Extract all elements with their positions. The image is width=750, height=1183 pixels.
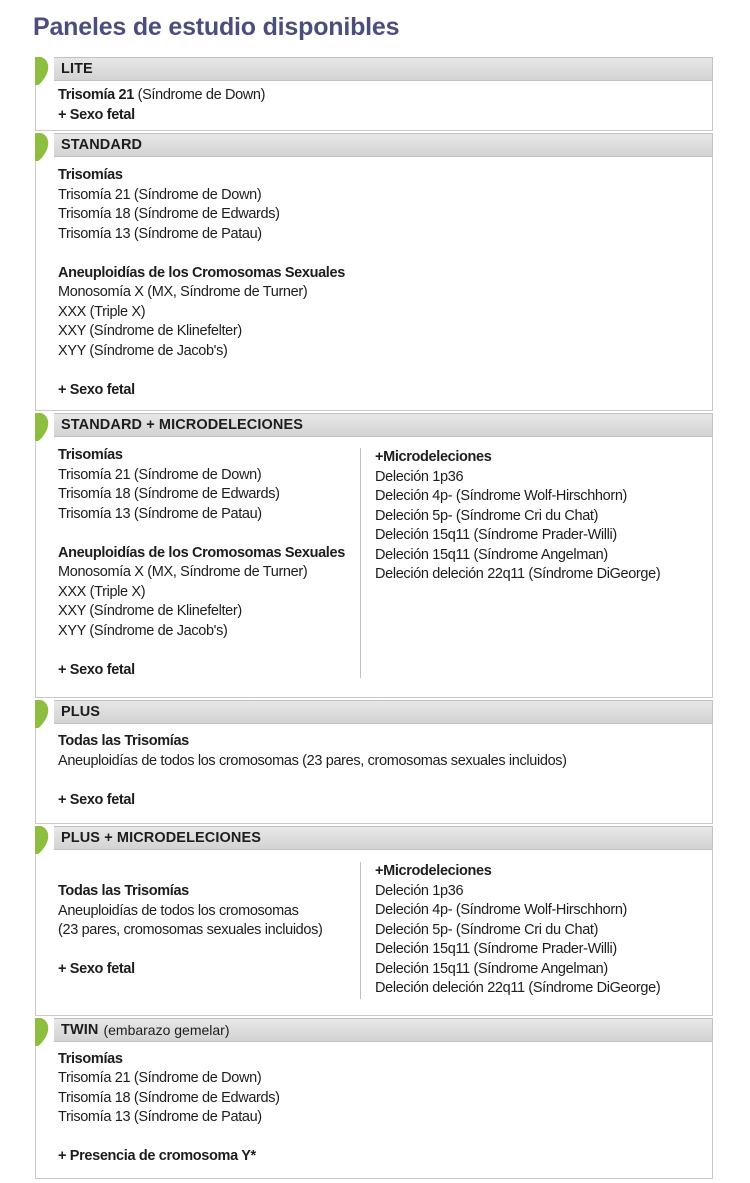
panel-lite xyxy=(35,57,713,131)
panel-body xyxy=(35,724,713,824)
text-line xyxy=(58,86,698,106)
line-normal-text: Trisomía 18 (Síndrome de Edwards) xyxy=(58,486,280,502)
line-normal-text: Deleción 4p- (Síndrome Wolf-Hirschhorn) xyxy=(375,488,628,504)
panel-plus xyxy=(35,700,713,824)
text-line xyxy=(58,466,360,486)
line-normal-text: XXX (Triple X) xyxy=(58,583,146,600)
line-bold-text: + Sexo fetal xyxy=(58,661,135,678)
spacer xyxy=(58,771,698,791)
text-line xyxy=(375,882,712,902)
line-normal-text: Trisomía 18 (Síndrome de Edwards) xyxy=(58,1089,280,1106)
spacer xyxy=(58,361,698,381)
text-line xyxy=(58,1147,698,1167)
panel-body xyxy=(35,1042,713,1179)
spacer xyxy=(58,1128,698,1148)
line-normal-text: Trisomía 21 (Síndrome de Down) xyxy=(58,186,262,203)
leaf-accent-icon xyxy=(35,57,54,81)
text-line xyxy=(58,622,360,642)
panel-header xyxy=(35,413,713,437)
line-normal-text: XXY (Síndrome de Klinefelter) xyxy=(58,323,242,339)
text-line xyxy=(58,661,360,681)
text-line xyxy=(58,342,698,362)
text-line xyxy=(58,902,360,922)
panel-column xyxy=(58,1050,698,1167)
line-bold-text: +Microdeleciones xyxy=(375,863,492,879)
text-line xyxy=(58,283,698,303)
line-normal-text: Deleción 1p36 xyxy=(375,468,464,485)
line-normal-text: Aneuploidías de todos los cromosomas (23 pares, cromosomas sexuales incluidos) xyxy=(58,752,567,769)
line-normal-text: Trisomía 13 (Síndrome de Patau) xyxy=(58,505,262,522)
panel-body xyxy=(35,81,713,131)
panel-title: PLUS xyxy=(61,704,101,720)
text-line xyxy=(58,752,698,772)
line-normal-text: Deleción 5p- (Síndrome Cri du Chat) xyxy=(375,507,599,524)
line-normal-text: Deleción 1p36 xyxy=(375,882,464,899)
text-line xyxy=(58,505,360,525)
panel-column xyxy=(58,446,360,680)
text-line xyxy=(375,960,712,980)
text-line xyxy=(58,1069,698,1089)
panel-header xyxy=(35,133,713,157)
line-normal-text: Deleción 5p- (Síndrome Cri du Chat) xyxy=(375,921,599,938)
panel-column xyxy=(58,732,698,810)
line-normal-text: Trisomía 18 (Síndrome de Edwards) xyxy=(58,206,280,222)
line-normal-text: XYY (Síndrome de Jacob's) xyxy=(58,622,228,639)
line-bold-text: Trisomías xyxy=(58,167,123,183)
panel-standard xyxy=(35,133,713,411)
panel-header xyxy=(35,1018,713,1042)
text-line xyxy=(58,732,698,752)
text-line xyxy=(58,205,698,225)
line-bold-text: + Presencia de cromosoma Y* xyxy=(58,1148,256,1164)
line-bold-text: Todas las Trisomías xyxy=(58,733,189,749)
text-line xyxy=(58,1050,698,1070)
spacer xyxy=(58,941,360,961)
line-normal-text: Trisomía 21 (Síndrome de Down) xyxy=(58,466,262,483)
line-normal-text: Trisomía 21 (Síndrome de Down) xyxy=(58,1070,262,1086)
line-bold-text: Todas las Trisomías xyxy=(58,883,189,899)
text-line xyxy=(375,526,712,546)
text-line xyxy=(375,979,712,999)
text-line xyxy=(58,583,360,603)
text-line xyxy=(58,381,698,401)
panel-header xyxy=(35,700,713,724)
panel-body xyxy=(35,850,713,1016)
text-line xyxy=(375,565,712,585)
line-bold-text: Aneuploidías de los Cromosomas Sexuales xyxy=(58,544,345,561)
line-normal-text: (Síndrome de Down) xyxy=(133,87,266,103)
text-line xyxy=(58,186,698,206)
text-line xyxy=(375,507,712,527)
spacer xyxy=(58,524,360,544)
line-normal-text: Trisomía 13 (Síndrome de Patau) xyxy=(58,1109,262,1125)
line-normal-text: Trisomía 13 (Síndrome de Patau) xyxy=(58,225,262,242)
page-title: Paneles de estudio disponibles xyxy=(33,13,400,41)
line-normal-text: Deleción 15q11 (Síndrome Angelman) xyxy=(375,960,608,977)
text-line xyxy=(58,485,360,505)
panel-title: STANDARD xyxy=(61,137,143,153)
line-normal-text: Deleción 4p- (Síndrome Wolf-Hirschhorn) xyxy=(375,902,628,918)
line-bold-text: + Sexo fetal xyxy=(58,961,135,977)
panel-column xyxy=(58,86,698,125)
panel-column xyxy=(360,862,712,999)
line-bold-text: Trisomías xyxy=(58,1050,123,1067)
text-line xyxy=(375,546,712,566)
text-line xyxy=(375,921,712,941)
panel-column xyxy=(58,166,698,400)
text-line xyxy=(375,940,712,960)
text-line xyxy=(375,862,712,882)
leaf-accent-icon xyxy=(35,133,54,157)
line-bold-text: + Sexo fetal xyxy=(58,791,135,808)
text-line xyxy=(375,468,712,488)
text-line xyxy=(58,602,360,622)
text-line xyxy=(58,921,360,941)
text-line xyxy=(58,106,698,126)
line-normal-text: XXX (Triple X) xyxy=(58,303,146,320)
line-bold-text: Aneuploidías de los Cromosomas Sexuales xyxy=(58,264,345,281)
line-normal-text: Monosomía X (MX, Síndrome de Turner) xyxy=(58,284,308,300)
panel-header xyxy=(35,826,713,850)
line-normal-text: Deleción 15q11 (Síndrome Prader-Willi) xyxy=(375,527,617,543)
panel-body xyxy=(35,157,713,411)
line-normal-text: Deleción 15q11 (Síndrome Angelman) xyxy=(375,546,608,563)
panels-container xyxy=(35,57,713,1179)
panel-twin xyxy=(35,1018,713,1179)
panel-column xyxy=(360,448,712,678)
text-line xyxy=(58,791,698,811)
text-line xyxy=(58,446,360,466)
leaf-accent-icon xyxy=(35,413,54,437)
leaf-accent-icon xyxy=(35,826,54,850)
line-normal-text: Monosomía X (MX, Síndrome de Turner) xyxy=(58,564,308,580)
line-normal-text: XYY (Síndrome de Jacob's) xyxy=(58,342,228,359)
line-normal-text: Aneuploidías de todos los cromosomas xyxy=(58,902,299,919)
text-line xyxy=(375,487,712,507)
text-line xyxy=(58,303,698,323)
text-line xyxy=(58,322,698,342)
panel-title: STANDARD + MICRODELECIONES xyxy=(61,417,303,433)
text-line xyxy=(58,264,698,284)
panel-plus-micro xyxy=(35,826,713,1016)
line-bold-text: + Sexo fetal xyxy=(58,106,135,123)
leaf-accent-icon xyxy=(35,1018,54,1042)
line-normal-text: Deleción 15q11 (Síndrome Prader-Willi) xyxy=(375,941,617,957)
line-bold-text: +Microdeleciones xyxy=(375,449,492,465)
line-normal-text: XXY (Síndrome de Klinefelter) xyxy=(58,603,242,619)
text-line xyxy=(58,225,698,245)
panel-header xyxy=(35,57,713,81)
panel-title: TWIN xyxy=(61,1021,99,1038)
leaf-accent-icon xyxy=(35,700,54,724)
line-bold-text: + Sexo fetal xyxy=(58,381,135,398)
line-bold-text: Trisomías xyxy=(58,447,123,463)
text-line xyxy=(58,544,360,564)
text-line xyxy=(58,1108,698,1128)
panel-header-note: (embarazo gemelar) xyxy=(103,1021,230,1038)
text-line xyxy=(375,901,712,921)
panel-column xyxy=(58,860,360,1001)
text-line xyxy=(375,448,712,468)
line-normal-text: Deleción deleción 22q11 (Síndrome DiGeorge) xyxy=(375,980,661,996)
text-line xyxy=(58,960,360,980)
panel-title: LITE xyxy=(61,61,93,77)
text-line xyxy=(58,1089,698,1109)
spacer xyxy=(58,641,360,661)
panel-standard-micro xyxy=(35,413,713,698)
text-line xyxy=(58,563,360,583)
spacer xyxy=(58,244,698,264)
line-bold-text: Trisomía 21 xyxy=(58,87,134,103)
line-normal-text: (23 pares, cromosomas sexuales incluidos) xyxy=(58,922,323,938)
panel-body xyxy=(35,437,713,698)
panel-title: PLUS + MICRODELECIONES xyxy=(61,830,261,846)
text-line xyxy=(58,166,698,186)
line-normal-text: Deleción deleción 22q11 (Síndrome DiGeorge) xyxy=(375,566,661,582)
text-line xyxy=(58,882,360,902)
